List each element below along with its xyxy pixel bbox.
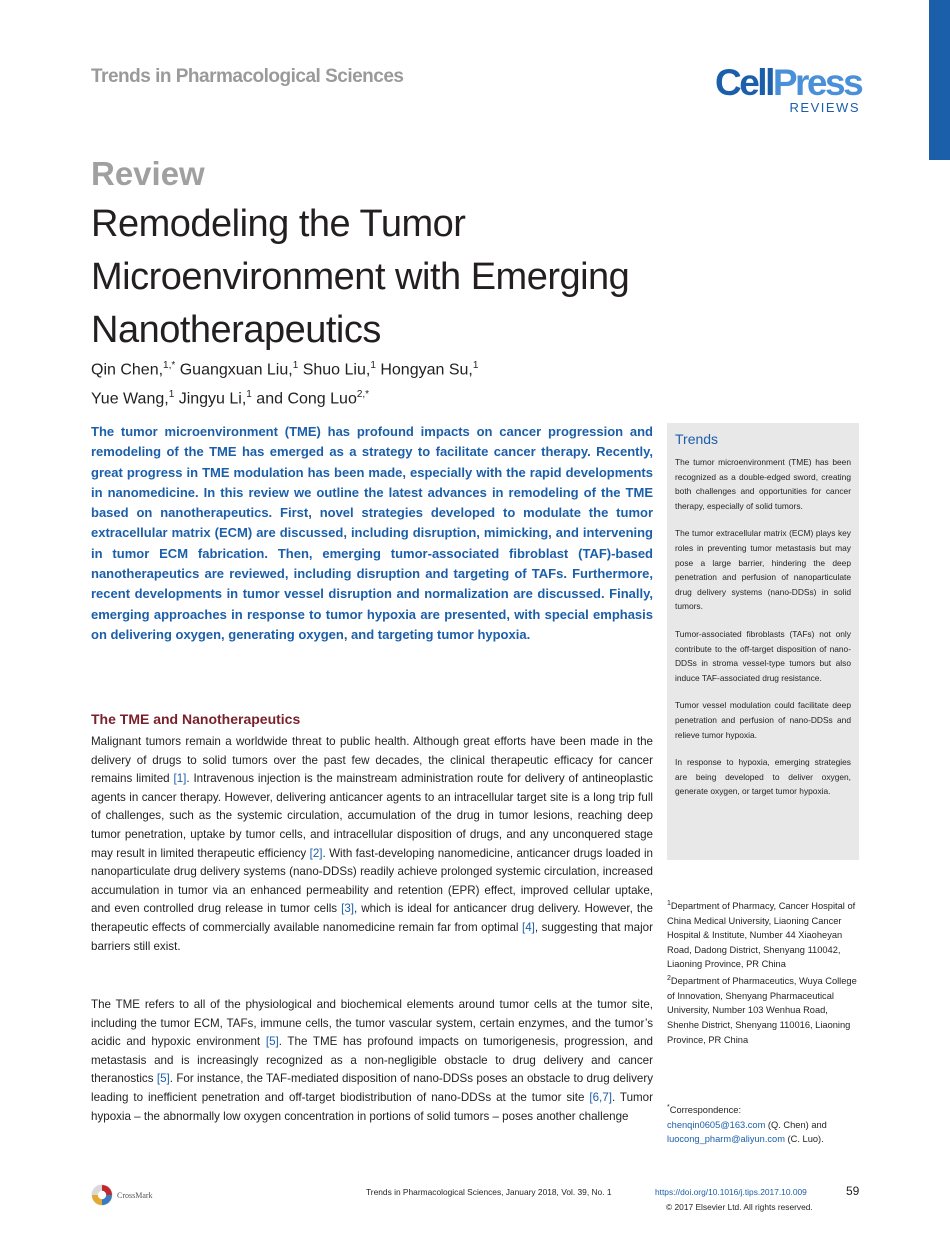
logo-accent-text: Press (772, 62, 862, 103)
paragraph-text: , suggesting that major barriers still exist. (91, 920, 653, 953)
trends-item: The tumor extracellular matrix (ECM) plays key roles in preventing tumor metastasis but may pose a large barrier, hindering the deep penetration and perfusion of nanoparticulate drug delivery systems (nano-DDSs) in solid tumors. (675, 528, 851, 612)
author-affiliation-mark: 1 (370, 360, 376, 371)
authors-line-1 (91, 353, 671, 382)
author-affiliation-mark: 1,* (163, 360, 176, 371)
paragraph-text: . Tumor hypoxia – the abnormally low oxygen concentration in portions of solid tumors – poses another challenge (91, 1090, 653, 1123)
author-name: Guangxuan Liu, (175, 361, 293, 379)
doi-link[interactable]: https://doi.org/10.1016/j.tips.2017.10.009 (655, 1187, 807, 1197)
body-paragraph-1 (91, 733, 653, 956)
correspondence-mark: * (667, 1104, 670, 1111)
section-heading: The TME and Nanotherapeutics (91, 711, 301, 727)
copyright: © 2017 Elsevier Ltd. All rights reserved. (666, 1202, 813, 1212)
affiliations (667, 897, 862, 1047)
paragraph-text: The TME refers to all of the physiological and biochemical elements around tumor cells at the tumor site, including the tumor ECM, TAFs, immune cells, the tumor vascular system, certain enzymes, and the tumor’s acidic and hypoxic environment (91, 998, 653, 1049)
article-title: Remodeling the Tumor Microenvironment with Emerging Nanotherapeutics (91, 203, 630, 351)
crossmark-label: CrossMark (117, 1190, 153, 1200)
body-paragraph-2 (91, 996, 653, 1126)
cell-press-logo (715, 62, 862, 115)
author-list (91, 353, 671, 412)
author-name: Hongyan Su, (375, 361, 473, 379)
affiliation (667, 972, 862, 1047)
citation-link[interactable]: [2] (309, 846, 323, 860)
footer-journal-info: Trends in Pharmacological Sciences, January 2018, Vol. 39, No. 1 (366, 1187, 612, 1197)
journal-name: Trends in Pharmacological Sciences (91, 66, 404, 87)
citation-link[interactable]: [5] (156, 1072, 170, 1086)
author-affiliation-mark: 1 (292, 360, 299, 371)
logo-main-text: Cell (715, 62, 773, 103)
author-name: Qin Chen, (91, 361, 164, 379)
journal-color-tab (929, 0, 950, 160)
paragraph-text: Malignant tumors remain a worldwide threat to public health. Although great efforts have been made in the delivery of drugs to solid tumors over the past few decades, the clinical therapeutic efficacy for cancer remains limited (91, 735, 653, 786)
correspondence-name-2: (C. Luo). (784, 1134, 824, 1145)
paragraph-text: . The TME has profound impacts on tumorigenesis, progression, and metastasis and is increasingly recognized as a non-negligible obstacle to drug delivery and cancer theranostics (91, 1035, 653, 1086)
paragraph-text: . With fast-developing nanomedicine, anticancer drugs loaded in nanoparticulate drug delivery systems (nano-DDSs) readily achieve prolonged systemic circulation, increased accumulation in tumor via an enhanced permeability and retention (EPR) effect, improved cellular uptake, and even controlled drug release in tumor cells (91, 846, 653, 916)
correspondence-label: Correspondence: (669, 1105, 742, 1116)
affiliation-text: Department of Pharmaceutics, Wuya College of Innovation, Shenyang Pharmaceutical University, Number 103 Wenhua Road, Shenhe District, Shenyang 110016, Liaoning Province, PR China (667, 976, 857, 1045)
trends-item: In response to hypoxia, emerging strategies are being developed to deliver oxygen, generate oxygen, or target tumor hypoxia. (675, 757, 851, 797)
correspondence-name-1: (Q. Chen) and (765, 1119, 827, 1130)
email-link-luo[interactable]: luocong_pharm@aliyun.com (667, 1134, 785, 1145)
author-affiliation-mark: 2,* (356, 389, 370, 401)
affiliation-number: 2 (667, 975, 671, 983)
email-link-chen[interactable]: chenqin0605@163.com (667, 1119, 766, 1130)
author-affiliation-mark: 1 (246, 389, 252, 401)
citation-link[interactable]: [6,7] (589, 1090, 612, 1104)
citation-link[interactable]: [4] (522, 920, 535, 934)
author-name: and Cong Luo (251, 390, 357, 408)
author-name: Jingyu Li, (174, 390, 247, 408)
trends-item: Tumor-associated fibroblasts (TAFs) not only contribute to the off-target disposition of nano-DDSs in stroma vessel-type tumors but also induce TAF-associated drug resistance. (675, 628, 851, 683)
affiliation (667, 897, 862, 972)
citation-link[interactable]: [5] (265, 1035, 279, 1049)
citation-link[interactable]: [3] (341, 902, 354, 916)
crossmark-icon (91, 1183, 113, 1207)
article-type: Review (91, 155, 205, 192)
affiliation-number: 1 (667, 900, 671, 907)
trends-item: Tumor vessel modulation could facilitate deep penetration and perfusion of nano-DDSs and relieve tumor hypoxia. (675, 700, 851, 740)
trends-title: Trends (675, 431, 719, 447)
trends-list (675, 455, 851, 799)
paragraph-text: . Intravenous injection is the mainstream administration route for delivery of antineoplastic agents in cancer therapy. However, delivering anticancer agents to an intracellular target site is a long trip full of challenges, such as the systemic circulation, accumulation of the drug in tumor lesions, reaching deep tumor penetration, uptake by tumor cells, and intracellular disposition of drugs, and any unconquered stage may result in limited therapeutic efficiency (91, 772, 653, 860)
correspondence (667, 1101, 862, 1147)
author-name: Shuo Liu, (298, 361, 371, 379)
author-name: Yue Wang, (91, 390, 169, 408)
affiliation-text: Department of Pharmacy, Cancer Hospital of China Medical University, Liaoning Cancer Hospital & Institute, Number 44 Xiaoheyan Road, Dadong District, Shenyang 110042, Liaoning Province, PR China (667, 901, 856, 970)
logo-sub-text: REVIEWS (789, 100, 860, 115)
authors-line-2 (91, 382, 671, 411)
paragraph-text: , which is ideal for anticancer drug delivery. However, the therapeutic effects of commercially available nanomedicine remain far from optimal (91, 902, 654, 934)
page-number: 59 (846, 1184, 860, 1198)
crossmark-badge[interactable] (91, 1183, 153, 1207)
citation-link[interactable]: [1] (173, 772, 187, 786)
abstract: The tumor microenvironment (TME) has profound impacts on cancer progression and remodeling of the TME has emerged as a strategy to facilitate cancer therapy. Recently, great progress in TME modulation has been made, especially with the rapid developments in nanomedicine. In this review we outline the latest advances in remodeling of the TME based on nanotherapeutics. First, novel strategies developed to modulate the tumor extracellular matrix (ECM) are discussed, including disruption, mimicking, and intervening in tumor ECM fabrication. Then, emerging tumor-associated fibroblast (TAF)-based nanotherapeutics are reviewed, including disruption and targeting of TAFs. Furthermore, recent developments in tumor vessel disruption and normalization are discussed. Finally, emerging approaches in response to tumor hypoxia are presented, with special emphasis on delivering oxygen, generating oxygen, and targeting tumor hypoxia. (91, 424, 653, 642)
trends-box (667, 423, 859, 860)
trends-item: The tumor microenvironment (TME) has been recognized as a double-edged sword, creating both challenges and opportunities for cancer therapy, especially of solid tumors. (675, 457, 851, 511)
author-affiliation-mark: 1 (472, 360, 479, 371)
author-affiliation-mark: 1 (168, 389, 175, 401)
paragraph-text: . For instance, the TAF-mediated disposition of nano-DDSs poses an obstacle to drug delivery leading to inefficient penetration and off-target biodistribution of nano-DDSs at the tumor site (91, 1072, 653, 1104)
